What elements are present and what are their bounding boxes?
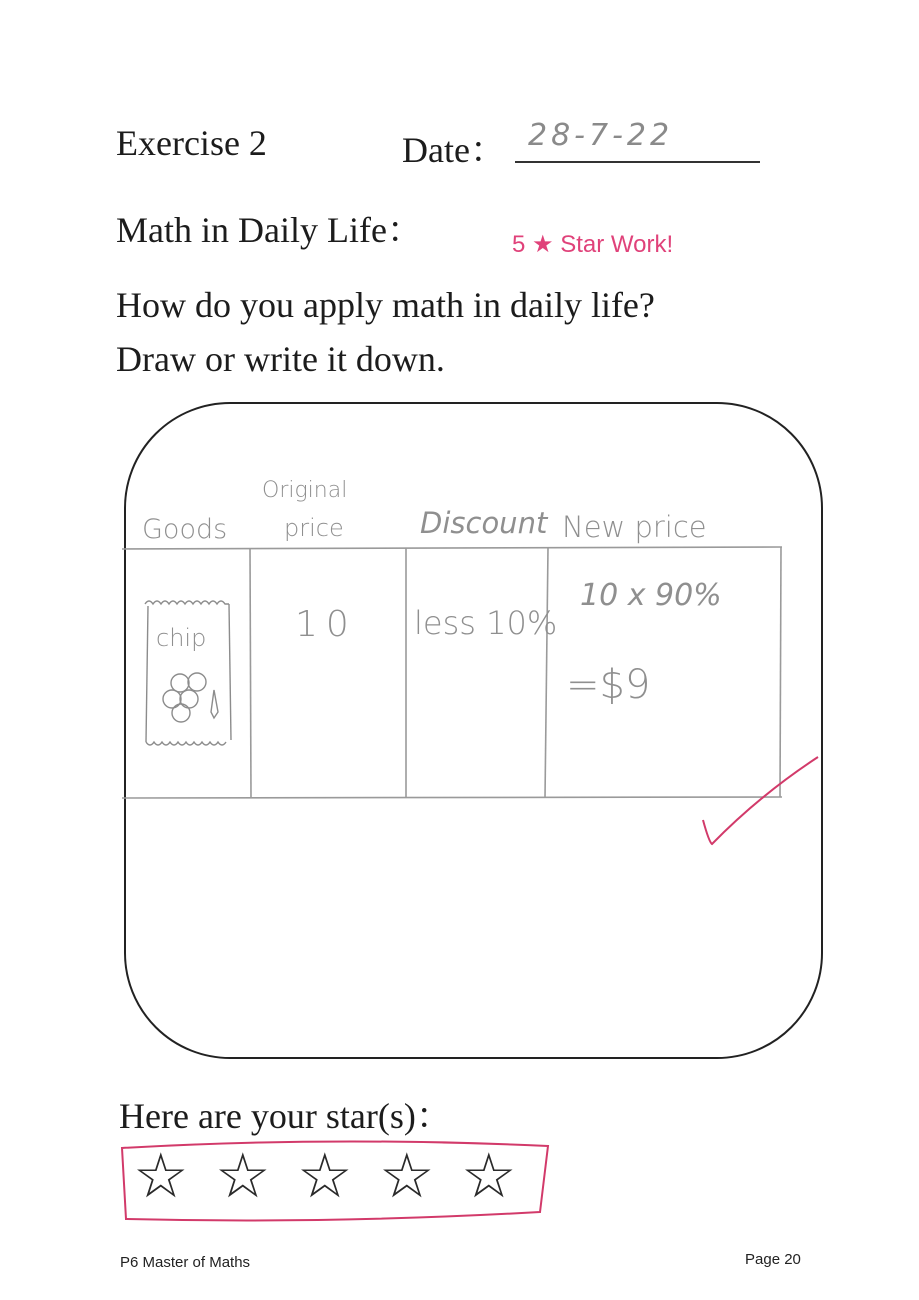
footer-book-title: P6 Master of Maths [120, 1254, 251, 1271]
cell-new-price-calc: 10 x 90% [580, 578, 722, 613]
star-icon: ☆ [461, 1139, 517, 1212]
header-new-price: New price [562, 510, 707, 544]
chip-bag-drawing [145, 601, 231, 745]
exercise-title: Exercise 2 [116, 123, 267, 163]
answer-box [125, 403, 822, 1058]
footer-page-number: Page 20 [745, 1251, 801, 1268]
question-line-1: How do you apply math in daily life? [116, 285, 655, 325]
star-icon: ☆ [215, 1139, 271, 1212]
teacher-checkmark [703, 757, 818, 844]
cell-original-price: 10 [295, 604, 357, 645]
cell-goods: chip [156, 624, 207, 652]
date-label: Date： [402, 130, 506, 170]
header-original-line1: Original [262, 478, 348, 503]
header-goods: Goods [142, 514, 228, 545]
section-subtitle: Math in Daily Life： [116, 210, 423, 250]
star-icon: ☆ [133, 1139, 189, 1212]
stars-label: Here are your star(s)： [119, 1096, 452, 1136]
header-original-line2: price [284, 514, 344, 542]
star-icon: ☆ [379, 1139, 435, 1212]
date-value: 28-7-22 [528, 118, 674, 153]
teacher-comment: 5 ★ Star Work! [512, 231, 674, 258]
header-discount: Discount [420, 506, 548, 540]
star-icon: ☆ [297, 1139, 353, 1212]
cell-new-price-result: =$9 [566, 662, 651, 708]
cell-discount: less 10% [414, 604, 558, 642]
question-line-2: Draw or write it down. [116, 339, 445, 379]
